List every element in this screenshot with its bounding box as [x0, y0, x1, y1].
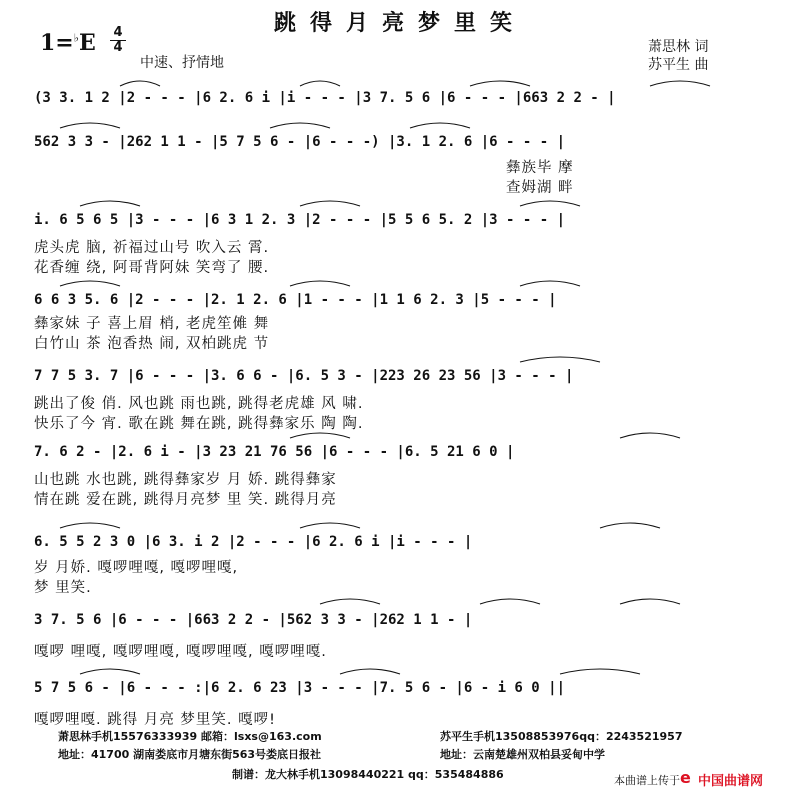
- footer-composer-address: 地址：云南楚雄州双柏县妥甸中学: [440, 748, 605, 761]
- time-signature-top: 4: [113, 25, 123, 40]
- key-main: 1=: [40, 30, 74, 56]
- key-note: E: [78, 30, 96, 56]
- lyric-verse-1: 虎头虎 脑, 祈福过山号 吹入云 霄.: [34, 240, 270, 256]
- footer-maker: 制谱：龙大林手机13098440221 qq：535484886: [232, 768, 504, 781]
- footer-composer-contact: 苏平生手机13508853976qq：2243521957: [440, 730, 683, 743]
- upload-note: 本曲谱上传于: [614, 774, 680, 787]
- lyric-verse-1: 岁 月娇. 嘎啰哩嘎, 嘎啰哩嘎,: [34, 560, 239, 576]
- notation-line: (3 3. 1 2 |2 - - - |6 2. 6 i |i - - - |3 7. 5 6 |6 - - - |663 2 2 - |: [34, 90, 616, 106]
- flat-sign: ♭: [73, 31, 79, 45]
- lyric-verse-2: 快乐了今 宵. 歌在跳 舞在跳, 跳得彝家乐 陶 陶.: [34, 416, 364, 432]
- logo-mark-icon: e: [680, 768, 691, 787]
- lyric-line: 嘎啰 哩嘎, 嘎啰哩嘎, 嘎啰哩嘎, 嘎啰哩嘎.: [34, 644, 327, 660]
- notation-line: i. 6 5 6 5 |3 - - - |6 3 1 2. 3 |2 - - - |5 5 6 5. 2 |3 - - - |: [34, 212, 566, 228]
- footer-lyricist-address: 地址：41700 湖南娄底市月塘东街563号娄底日报社: [58, 748, 322, 761]
- lyric-line: 嘎啰哩嘎. 跳得 月亮 梦里笑. 嘎啰!: [34, 712, 276, 728]
- score-title: 跳得月亮梦里笑: [273, 11, 526, 36]
- notation-line: 7 7 5 3. 7 |6 - - - |3. 6 6 - |6. 5 3 - |223 26 23 56 |3 - - - |: [34, 368, 574, 384]
- notation-line: 6. 5 5 2 3 0 |6 3. i 2 |2 - - - |6 2. 6 i |i - - - |: [34, 534, 473, 550]
- lyric-verse-1: 跳出了俊 俏. 风也跳 雨也跳, 跳得老虎雄 风 啸.: [34, 396, 364, 412]
- footer-lyricist-contact: 萧思林手机15576333939 邮箱：lsxs@163.com: [58, 730, 322, 743]
- composer-credit: 苏平生 曲: [648, 57, 709, 73]
- lyric-verse-2: 查姆湖 畔: [506, 180, 574, 196]
- tempo-marking: 中速、抒情地: [140, 55, 224, 71]
- lyricist-credit: 萧思林 词: [648, 39, 709, 55]
- notation-line: 5 7 5 6 - |6 - - - :|6 2. 6 23 |3 - - - |7. 5 6 - |6 - i 6 0 ||: [34, 680, 566, 696]
- logo-text: 中国曲谱网: [698, 774, 764, 789]
- time-signature-bottom: 4: [110, 40, 126, 55]
- lyric-verse-2: 白竹山 茶 泡香热 闹, 双柏跳虎 节: [34, 336, 270, 352]
- lyric-verse-1: 彝族毕 摩: [506, 160, 574, 176]
- notation-line: 3 7. 5 6 |6 - - - |663 2 2 - |562 3 3 - |262 1 1 - |: [34, 612, 473, 628]
- lyric-verse-1: 彝家妹 子 喜上眉 梢, 老虎笙傩 舞: [34, 316, 270, 332]
- lyric-verse-1: 山也跳 水也跳, 跳得彝家岁 月 娇. 跳得彝家: [34, 472, 337, 488]
- notation-line: 6 6 3 5. 6 |2 - - - |2. 1 2. 6 |1 - - - |1 1 6 2. 3 |5 - - - |: [34, 292, 557, 308]
- notation-line: 7. 6 2 - |2. 6 i - |3 23 21 76 56 |6 - - - |6. 5 21 6 0 |: [34, 444, 515, 460]
- lyric-verse-2: 情在跳 爱在跳, 跳得月亮梦 里 笑. 跳得月亮: [34, 492, 337, 508]
- site-logo[interactable]: [680, 768, 790, 788]
- notation-line: 562 3 3 - |262 1 1 - |5 7 5 6 - |6 - - -) |3. 1 2. 6 |6 - - - |: [34, 134, 566, 150]
- lyric-verse-2: 花香缠 绕, 阿哥背阿妹 笑弯了 腰.: [34, 260, 270, 276]
- lyric-verse-2: 梦 里笑.: [34, 580, 92, 596]
